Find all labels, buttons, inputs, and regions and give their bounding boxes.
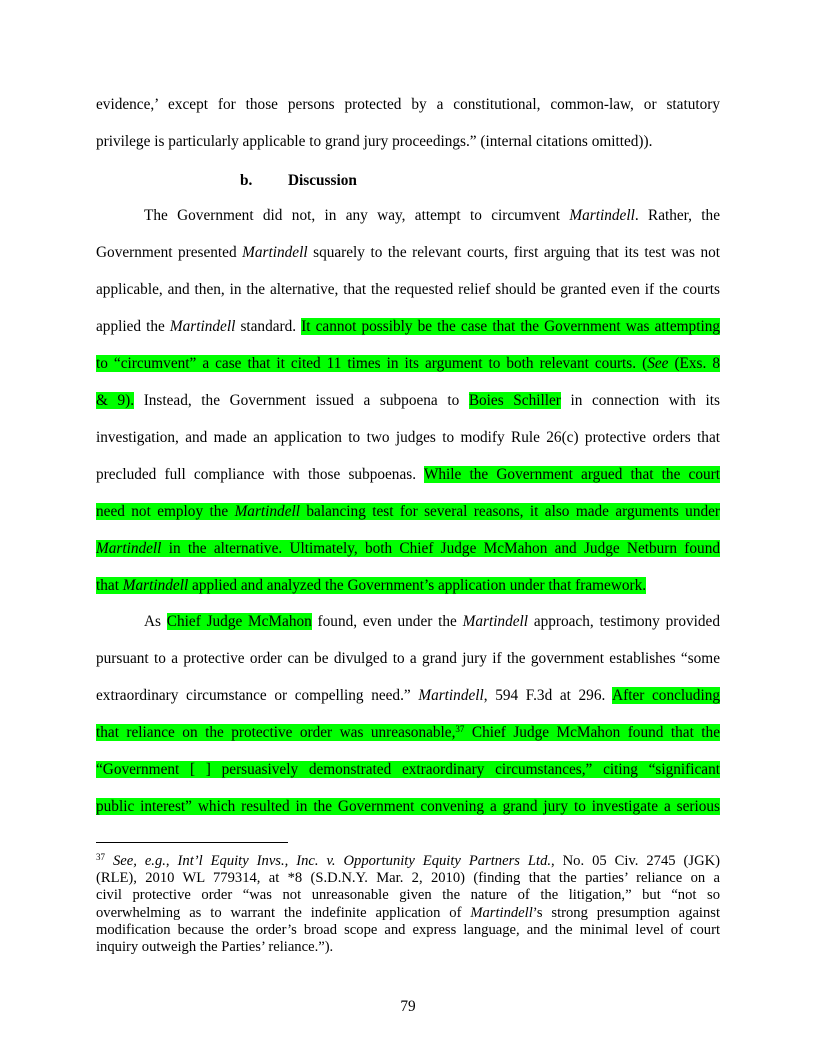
footnote-line: inquiry outweigh the Parties’ reliance.”). xyxy=(96,939,334,956)
body-line: applicable, and then, in the alternative, that the requested relief should be granted even if the courts xyxy=(96,281,720,298)
body-line xyxy=(96,724,720,742)
body-line xyxy=(96,761,720,779)
body-line xyxy=(96,577,720,595)
footnote-line: overwhelming as to warrant the indefinite application of Martindell’s strong presumption against xyxy=(96,904,721,921)
body-line: As Chief Judge McMahon found, even under the Martindell approach, testimony provided xyxy=(144,613,720,630)
footnote-line: (RLE), 2010 WL 779314, at *8 (S.D.N.Y. Mar. 2, 2010) (finding that the parties’ reliance on a xyxy=(96,870,720,887)
body-line: evidence,’ except for those persons protected by a constitutional, common-law, or statutory xyxy=(96,96,720,113)
highlight: & 9). xyxy=(96,392,135,409)
footnote xyxy=(96,853,720,956)
section-heading: Discussion xyxy=(288,172,357,189)
body-line xyxy=(96,355,720,373)
highlight: It cannot possibly be the case that the Government was attempting xyxy=(301,318,720,335)
footnote-separator xyxy=(96,842,288,843)
highlight: Martindell in the alternative. Ultimately, both Chief Judge McMahon and Judge Netburn found xyxy=(96,540,720,557)
section-letter: b. xyxy=(240,172,253,189)
footnote-line: modification because the order’s broad scope and express language, and the minimal level of court xyxy=(96,921,720,938)
body-line xyxy=(96,540,720,558)
highlight: need not employ the Martindell balancing test for several reasons, it also made arguments under xyxy=(96,503,720,520)
highlight: to “circumvent” a case that it cited 11 times in its argument to both relevant courts. (See (Exs. 8 xyxy=(96,355,720,372)
body-line: Government presented Martindell squarely to the relevant courts, first arguing that its test was not xyxy=(96,244,720,261)
body-line: investigation, and made an application to two judges to modify Rule 26(c) protective orders that xyxy=(96,429,720,446)
footnote-line: civil protective order “was not unreasonable given the nature of the litigation,” but “not so xyxy=(96,887,720,904)
highlight: public interest” which resulted in the Government convening a grand jury to investigate a serious xyxy=(96,798,720,815)
page-number: 79 xyxy=(400,998,416,1015)
highlight: Chief Judge McMahon xyxy=(166,613,312,630)
body-line: The Government did not, in any way, attempt to circumvent Martindell. Rather, the xyxy=(144,207,720,224)
body-line: applied the Martindell standard. It cannot possibly be the case that the Government was attempting xyxy=(96,318,720,335)
body-line xyxy=(96,798,720,816)
highlight: After concluding xyxy=(612,687,720,704)
body-line xyxy=(96,503,720,521)
footnote-number: 37 xyxy=(96,852,105,862)
highlight: that Martindell applied and analyzed the Government’s application under that framework. xyxy=(96,577,647,594)
body-line: extraordinary circumstance or compelling need.” Martindell, 594 F.3d at 296. After concluding xyxy=(96,687,720,704)
body-line: precluded full compliance with those subpoenas. While the Government argued that the court xyxy=(96,466,720,483)
highlight: While the Government argued that the court xyxy=(423,466,720,483)
highlight: Boies Schiller xyxy=(468,392,561,409)
footnote-line: $^{37}$ See, e.g., Int’l Equity Invs., Inc. v. Opportunity Equity Partners Ltd., No. 05 Civ. 2745 (JGK) xyxy=(96,852,721,869)
body-line: & 9). Instead, the Government issued a subpoena to Boies Schiller in connection with its xyxy=(96,392,720,409)
body-line: pursuant to a protective order can be divulged to a grand jury if the government establishes “some xyxy=(96,650,720,667)
body-line: privilege is particularly applicable to grand jury proceedings.” (internal citations omitted)). xyxy=(96,133,653,150)
highlight: “Government [ ] persuasively demonstrated extraordinary circumstances,” citing “significant xyxy=(96,761,720,778)
highlight: that reliance on the protective order was unreasonable,$^{37}$ Chief Judge McMahon found that the xyxy=(96,724,720,741)
footnote-ref: 37 xyxy=(455,724,465,734)
